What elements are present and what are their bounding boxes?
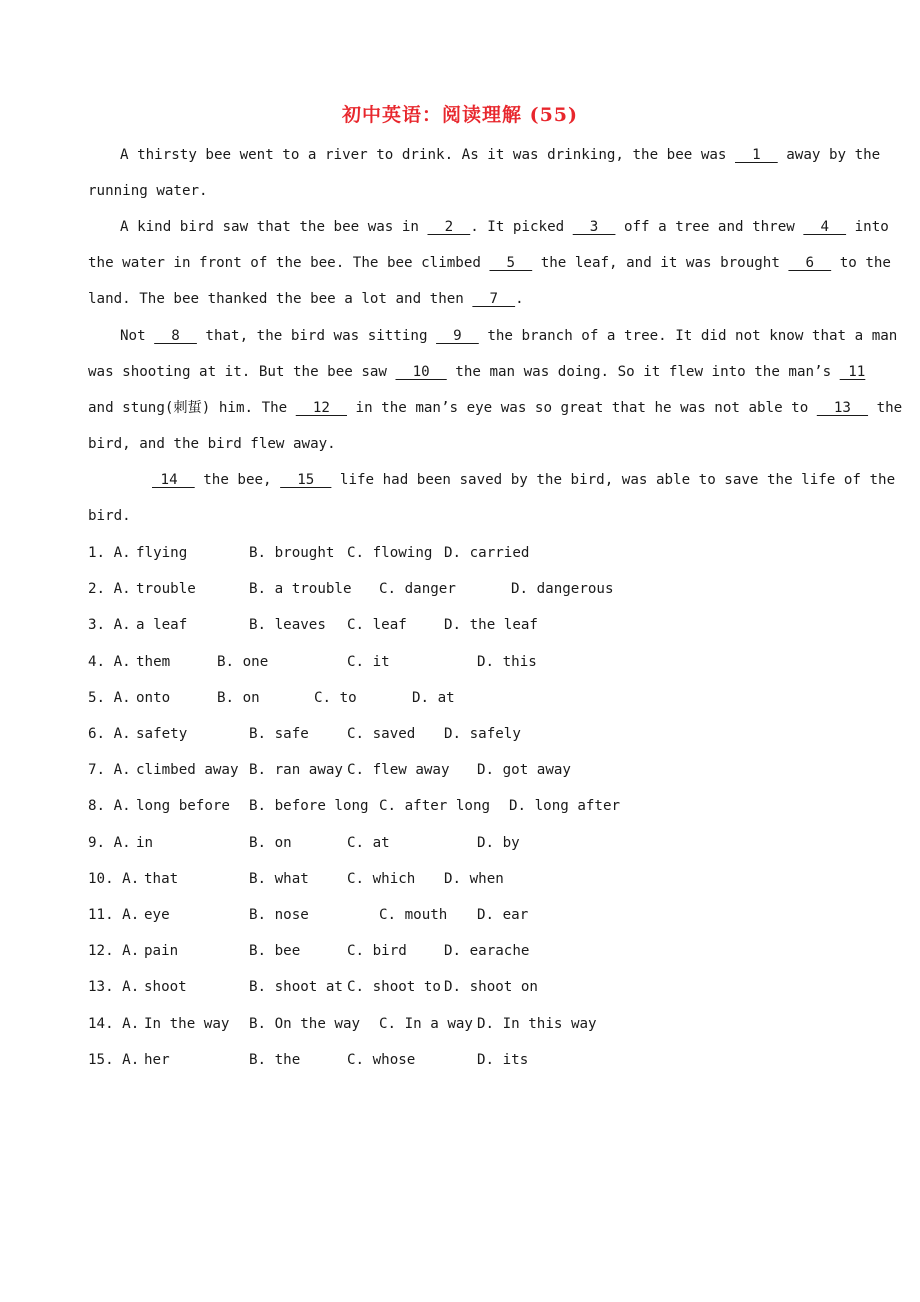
- passage-line: bird, and the bird flew away.: [88, 436, 336, 452]
- blank-13: 13: [816, 400, 869, 416]
- passage-line: was shooting at it. But the bee saw 10 the man was doing. So it flew into the man’s 11: [88, 364, 866, 380]
- option-c: C. flew away: [347, 762, 450, 779]
- question-number: 9. A.: [88, 834, 131, 851]
- question-number: 10. A.: [88, 870, 140, 887]
- option-a: in: [136, 834, 154, 851]
- option-d: D. when: [444, 870, 504, 887]
- option-c: C. In a way: [379, 1015, 473, 1032]
- blank-10: 10: [395, 364, 447, 380]
- option-b: B. on: [217, 689, 260, 706]
- option-b: B. one: [217, 653, 269, 670]
- passage-line: A thirsty bee went to a river to drink. As it was drinking, the bee was 1 away by the: [120, 147, 881, 163]
- question-number: 11. A.: [88, 907, 140, 923]
- option-a: a leaf: [136, 617, 188, 634]
- option-c: C. flowing: [347, 545, 433, 561]
- option-c: C. after long: [379, 798, 491, 815]
- passage-line: bird.: [88, 508, 131, 524]
- option-d: D. earache: [444, 943, 530, 960]
- option-c: C. shoot to: [347, 979, 441, 996]
- question-number: 12. A.: [88, 943, 140, 960]
- option-d: D. got away: [477, 762, 571, 779]
- option-d: D. carried: [444, 545, 530, 561]
- option-a: climbed away: [136, 762, 239, 779]
- option-a: trouble: [136, 581, 196, 598]
- option-b: B. nose: [249, 907, 309, 923]
- option-a: safety: [136, 726, 188, 742]
- blank-1: 1: [735, 147, 778, 163]
- option-c: C. at: [347, 834, 390, 851]
- option-d: D. its: [477, 1051, 529, 1068]
- option-a: flying: [136, 545, 188, 561]
- passage-line: and stung(刺蜇) him. The 12 in the man’s eye was so great that he was not able to 13 the: [88, 400, 903, 416]
- question-number: 2. A.: [88, 581, 131, 598]
- blank-14: 14: [152, 472, 195, 488]
- option-b: B. leaves: [249, 617, 326, 634]
- question-number: 1. A.: [88, 545, 131, 561]
- passage-line: running water.: [88, 183, 208, 199]
- option-c: C. whose: [347, 1051, 416, 1068]
- option-b: B. on: [249, 834, 292, 851]
- option-c: C. mouth: [379, 907, 448, 923]
- option-d: D. safely: [444, 726, 521, 742]
- option-d: D. the leaf: [444, 617, 538, 634]
- option-d: D. by: [477, 834, 520, 851]
- option-b: B. before long: [249, 798, 369, 815]
- passage-line: A kind bird saw that the bee was in 2 . It picked 3 off a tree and threw 4 into: [120, 219, 889, 235]
- option-b: B. the: [249, 1051, 301, 1068]
- option-b: B. bee: [249, 943, 301, 960]
- question-number: 8. A.: [88, 798, 131, 815]
- option-d: D. long after: [509, 798, 621, 815]
- question-number: 13. A.: [88, 979, 140, 996]
- page-title: 初中英语：阅读理解 (55): [341, 104, 579, 126]
- blank-6: 6: [788, 255, 832, 271]
- option-d: D. ear: [477, 907, 529, 923]
- option-a: that: [144, 870, 179, 887]
- blank-12: 12: [295, 400, 347, 416]
- option-d: D. In this way: [477, 1015, 597, 1032]
- option-d: D. shoot on: [444, 979, 538, 996]
- passage-line: Not 8 that, the bird was sitting 9 the branch of a tree. It did not know that a man: [120, 328, 898, 344]
- option-a: her: [144, 1051, 170, 1068]
- option-b: B. shoot at: [249, 979, 343, 996]
- option-c: C. bird: [347, 943, 407, 960]
- option-b: B. On the way: [249, 1015, 361, 1032]
- option-b: B. brought: [249, 545, 335, 561]
- option-c: C. danger: [379, 581, 456, 598]
- blank-3: 3: [572, 219, 616, 235]
- option-a: them: [136, 653, 171, 670]
- question-number: 7. A.: [88, 762, 131, 779]
- option-a: long before: [136, 798, 230, 815]
- blank-15: 15: [280, 472, 332, 488]
- option-c: C. it: [347, 653, 390, 670]
- option-c: C. to: [314, 689, 357, 706]
- option-a: onto: [136, 689, 171, 706]
- blank-11: 11: [839, 364, 866, 380]
- passage-line: the water in front of the bee. The bee climbed 5 the leaf, and it was brought 6 to the: [88, 255, 891, 271]
- passage-line: land. The bee thanked the bee a lot and then 7 .: [88, 291, 524, 307]
- passage-line: 14 the bee, 15 life had been saved by the bird, was able to save the life of the: [152, 472, 896, 488]
- option-d: D. at: [412, 689, 455, 706]
- option-c: C. leaf: [347, 617, 407, 634]
- option-c: C. saved: [347, 726, 416, 742]
- question-number: 6. A.: [88, 726, 131, 742]
- option-a: eye: [144, 907, 170, 923]
- option-b: B. a trouble: [249, 581, 352, 598]
- question-number: 4. A.: [88, 653, 131, 670]
- option-c: C. which: [347, 870, 416, 887]
- blank-2: 2: [427, 219, 471, 235]
- question-number: 3. A.: [88, 617, 131, 634]
- option-a: shoot: [144, 979, 187, 996]
- question-number: 14. A.: [88, 1015, 140, 1032]
- blank-5: 5: [489, 255, 533, 271]
- option-d: D. this: [477, 653, 537, 670]
- option-b: B. safe: [249, 726, 309, 742]
- question-number: 5. A.: [88, 689, 131, 706]
- blank-4: 4: [803, 219, 847, 235]
- option-b: B. ran away: [249, 762, 343, 779]
- question-number: 15. A.: [88, 1051, 140, 1068]
- option-b: B. what: [249, 870, 309, 887]
- option-a: pain: [144, 943, 179, 960]
- blank-8: 8: [154, 328, 197, 344]
- option-a: In the way: [144, 1015, 230, 1032]
- option-d: D. dangerous: [511, 581, 614, 598]
- blank-7: 7: [472, 291, 516, 307]
- blank-9: 9: [436, 328, 479, 344]
